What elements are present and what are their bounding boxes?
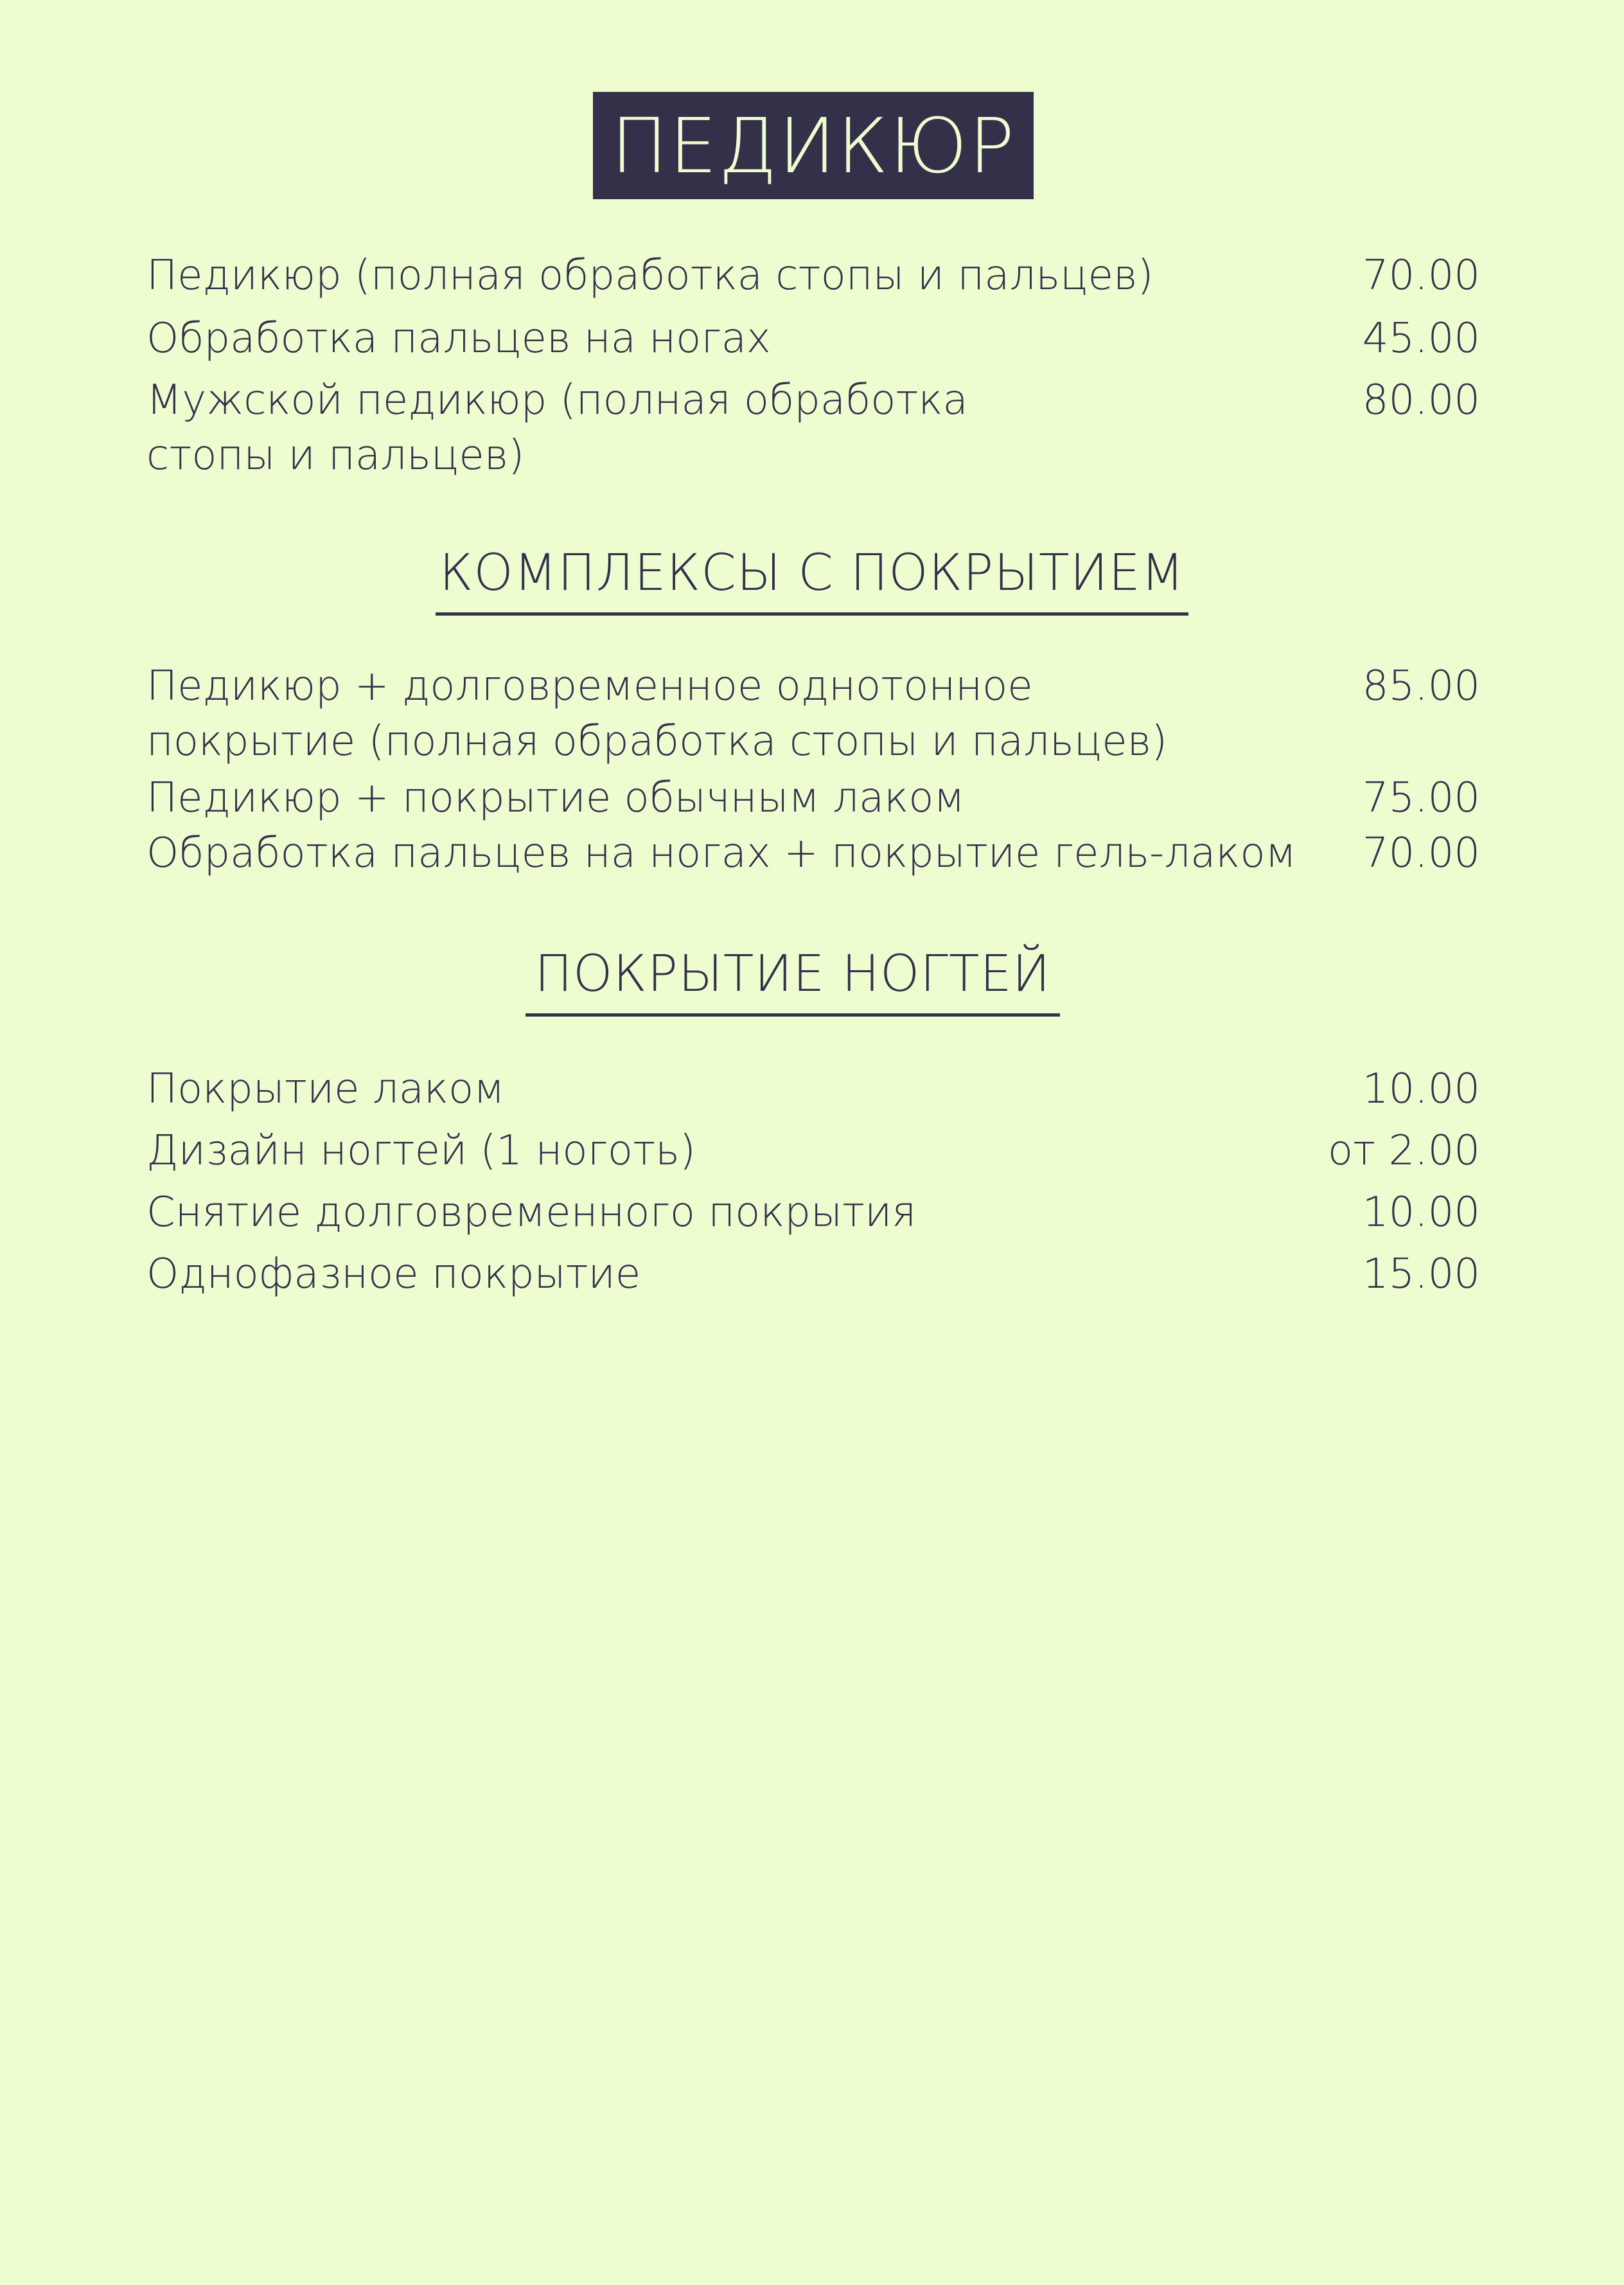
service-price: 70.00	[1362, 252, 1480, 299]
service-name: Педикюр + долговременное однотонное покрытие (полная обработка стопы и пальцев)	[146, 662, 1168, 765]
service-name: Покрытие лаком	[146, 1065, 505, 1113]
section-title-complexes: КОМПЛЕКСЫ С ПОКРЫТИЕМ	[439, 544, 1185, 602]
section-divider	[525, 1013, 1060, 1017]
service-price: 70.00	[1362, 830, 1480, 877]
service-name: Обработка пальцев на ногах + покрытие гель-лаком	[146, 830, 1296, 877]
service-price: 75.00	[1362, 774, 1480, 822]
service-name: Обработка пальцев на ногах	[146, 315, 771, 362]
service-name: Педикюр (полная обработка стопы и пальцев)	[146, 252, 1154, 299]
service-name: Мужской педикюр (полная обработка стопы и пальцев)	[146, 377, 968, 479]
section-title-nail-coating: ПОКРЫТИЕ НОГТЕЙ	[534, 945, 1051, 1003]
service-name: Педикюр + покрытие обычным лаком	[146, 774, 965, 822]
section-divider	[436, 612, 1188, 616]
service-price: 80.00	[1362, 377, 1480, 424]
service-price: от 2.00	[1327, 1127, 1480, 1175]
page-title: ПЕДИКЮР	[593, 92, 1034, 199]
service-name: Снятие долговременного покрытия	[146, 1189, 917, 1236]
service-name: Однофазное покрытие	[146, 1250, 641, 1298]
service-price: 15.00	[1362, 1250, 1480, 1298]
service-price: 10.00	[1362, 1189, 1480, 1236]
service-price: 45.00	[1362, 315, 1480, 362]
service-price: 10.00	[1362, 1065, 1480, 1113]
service-name: Дизайн ногтей (1 ноготь)	[146, 1127, 696, 1175]
service-price: 85.00	[1362, 662, 1480, 710]
